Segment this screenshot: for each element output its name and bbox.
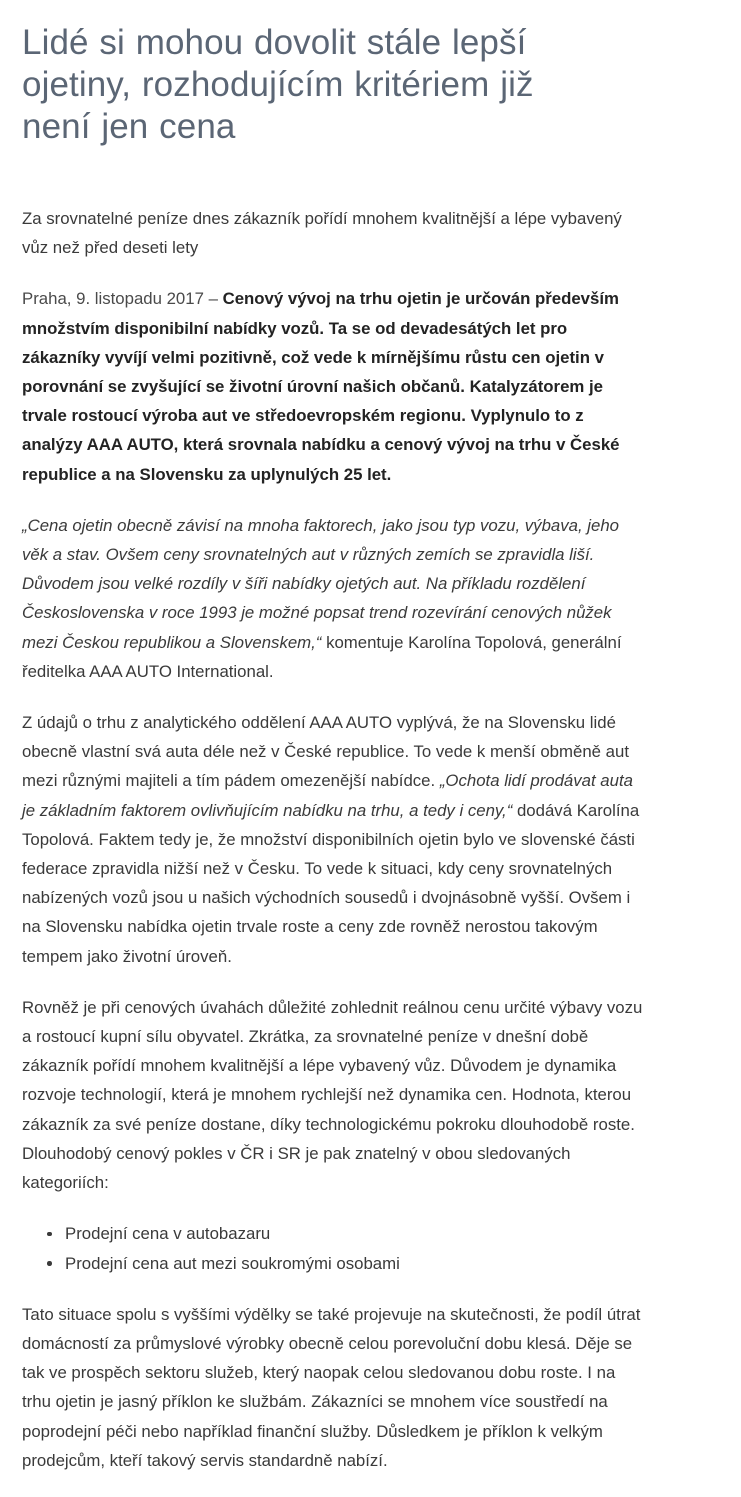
paragraph-services-trend: Tato situace spolu s vyššími výdělky se také projevuje na skutečnosti, že podíl útrat domácností za průmyslové výrobky obecně celou porevoluční dobu klesá. Děje se tak ve prospěch sektoru služeb, který naopak celou sledovanou dobu roste. I na trhu ojetin je jasný příklon ke službám. Zákazníci se mnohem více soustředí na poprodejní péči nebo například finanční služby. Důsledkem je příklon k velkým prodejcům, kteří takový servis standardně nabízí. — [22, 1304, 641, 1470]
quote-text: „Cena ojetin obecně závisí na mnoha faktorech, jako jsou typ vozu, výbava, jeho věk a stav. Ovšem ceny srovnatelných aut v různých zemích se zpravidla liší. Důvodem jsou velké rozdíly v šíři nabídky ojetých aut. Na příkladu rozdělení Československa v roce 1993 je možné popsat trend rozevírání cenových nůžek mezi Českou republikou a Slovenskem,“ — [22, 515, 620, 652]
list-item: Prodejní cena aut mezi soukromými osobami — [65, 1249, 667, 1278]
quote-text-inline: „Ochota lidí prodávat auta je základním faktorem ovlivňujícím nabídku na trhu, a tedy i ceny,“ — [22, 771, 633, 820]
article-perex: Za srovnatelné peníze dnes zákazník pořídí mnohem kvalitnější a lépe vybavený vůz než před deseti lety — [22, 209, 622, 258]
paragraph-slovakia-market — [22, 708, 647, 971]
price-categories-list — [22, 1219, 667, 1277]
quote-attribution: komentuje Karolína Topolová, generální ředitelka AAA AUTO International. — [22, 632, 622, 681]
page-title: Lidé si mohou dovolit stále lepší ojetiny, rozhodujícím kritériem již není jen cena — [22, 23, 534, 146]
dateline: Praha, 9. listopadu 2017 – — [22, 289, 223, 309]
quote-paragraph-topolova-1 — [22, 511, 647, 686]
slovakia-text-part-1: Z údajů o trhu z analytického oddělení AAA AUTO vyplývá, že na Slovensku lidé obecně vlastní svá auta déle než v České republice. To vede k menší obměně aut mezi různými majiteli a tím pádem omezenější nabídce. — [22, 713, 629, 791]
lead-bold-text: Cenový vývoj na trhu ojetin je určován především množstvím disponibilní nabídky vozů. Ta se od devadesátých let pro zákazníky vyvíjí velmi pozitivně, což vede k mírnějšímu růstu cen ojetin v porovnání se zvyšující se životní úrovní našich občanů. Katalyzátorem je trvale rostoucí výroba aut ve středoevropském regionu. Vyplynulo to z analýzy AAA AUTO, která srovnala nabídku a cenový vývoj na trhu v České republice a na Slovensku za uplynulých 25 let. — [22, 289, 620, 484]
title-spacer — [22, 148, 667, 204]
slovakia-text-part-2: dodává Karolína Topolová. Faktem tedy je, že množství disponibilních ojetin bylo ve slovenské části federace zpravidla nižší než v Česku. To vede k situaci, kdy ceny srovnatelných nabízených vozů jsou u našich východních sousedů i dvojnásobně vyšší. Ovšem i na Slovensku nabídka ojetin trvale roste a ceny zde rovněž nerostou takovým tempem jako životní úroveň. — [22, 800, 640, 966]
article-lead-paragraph — [22, 284, 647, 488]
paragraph-value-for-money: Rovněž je při cenových úvahách důležité zohlednit reálnou cenu určité výbavy vozu a rostoucí kupní sílu obyvatel. Zkrátka, za srovnatelné peníze v dnešní době zákazník pořídí mnohem kvalitnější a lépe vybavený vůz. Důvodem je dynamika rozvoje technologií, která je mnohem rychlejší než dynamika cen. Hodnota, kterou zákazník za své peníze dostane, díky technologickému pokroku dlouhodobě roste. Dlouhodobý cenový pokles v ČR i SR je pak znatelný v obou sledovaných kategoriích: — [22, 997, 643, 1193]
list-item: Prodejní cena v autobazaru — [65, 1219, 667, 1248]
